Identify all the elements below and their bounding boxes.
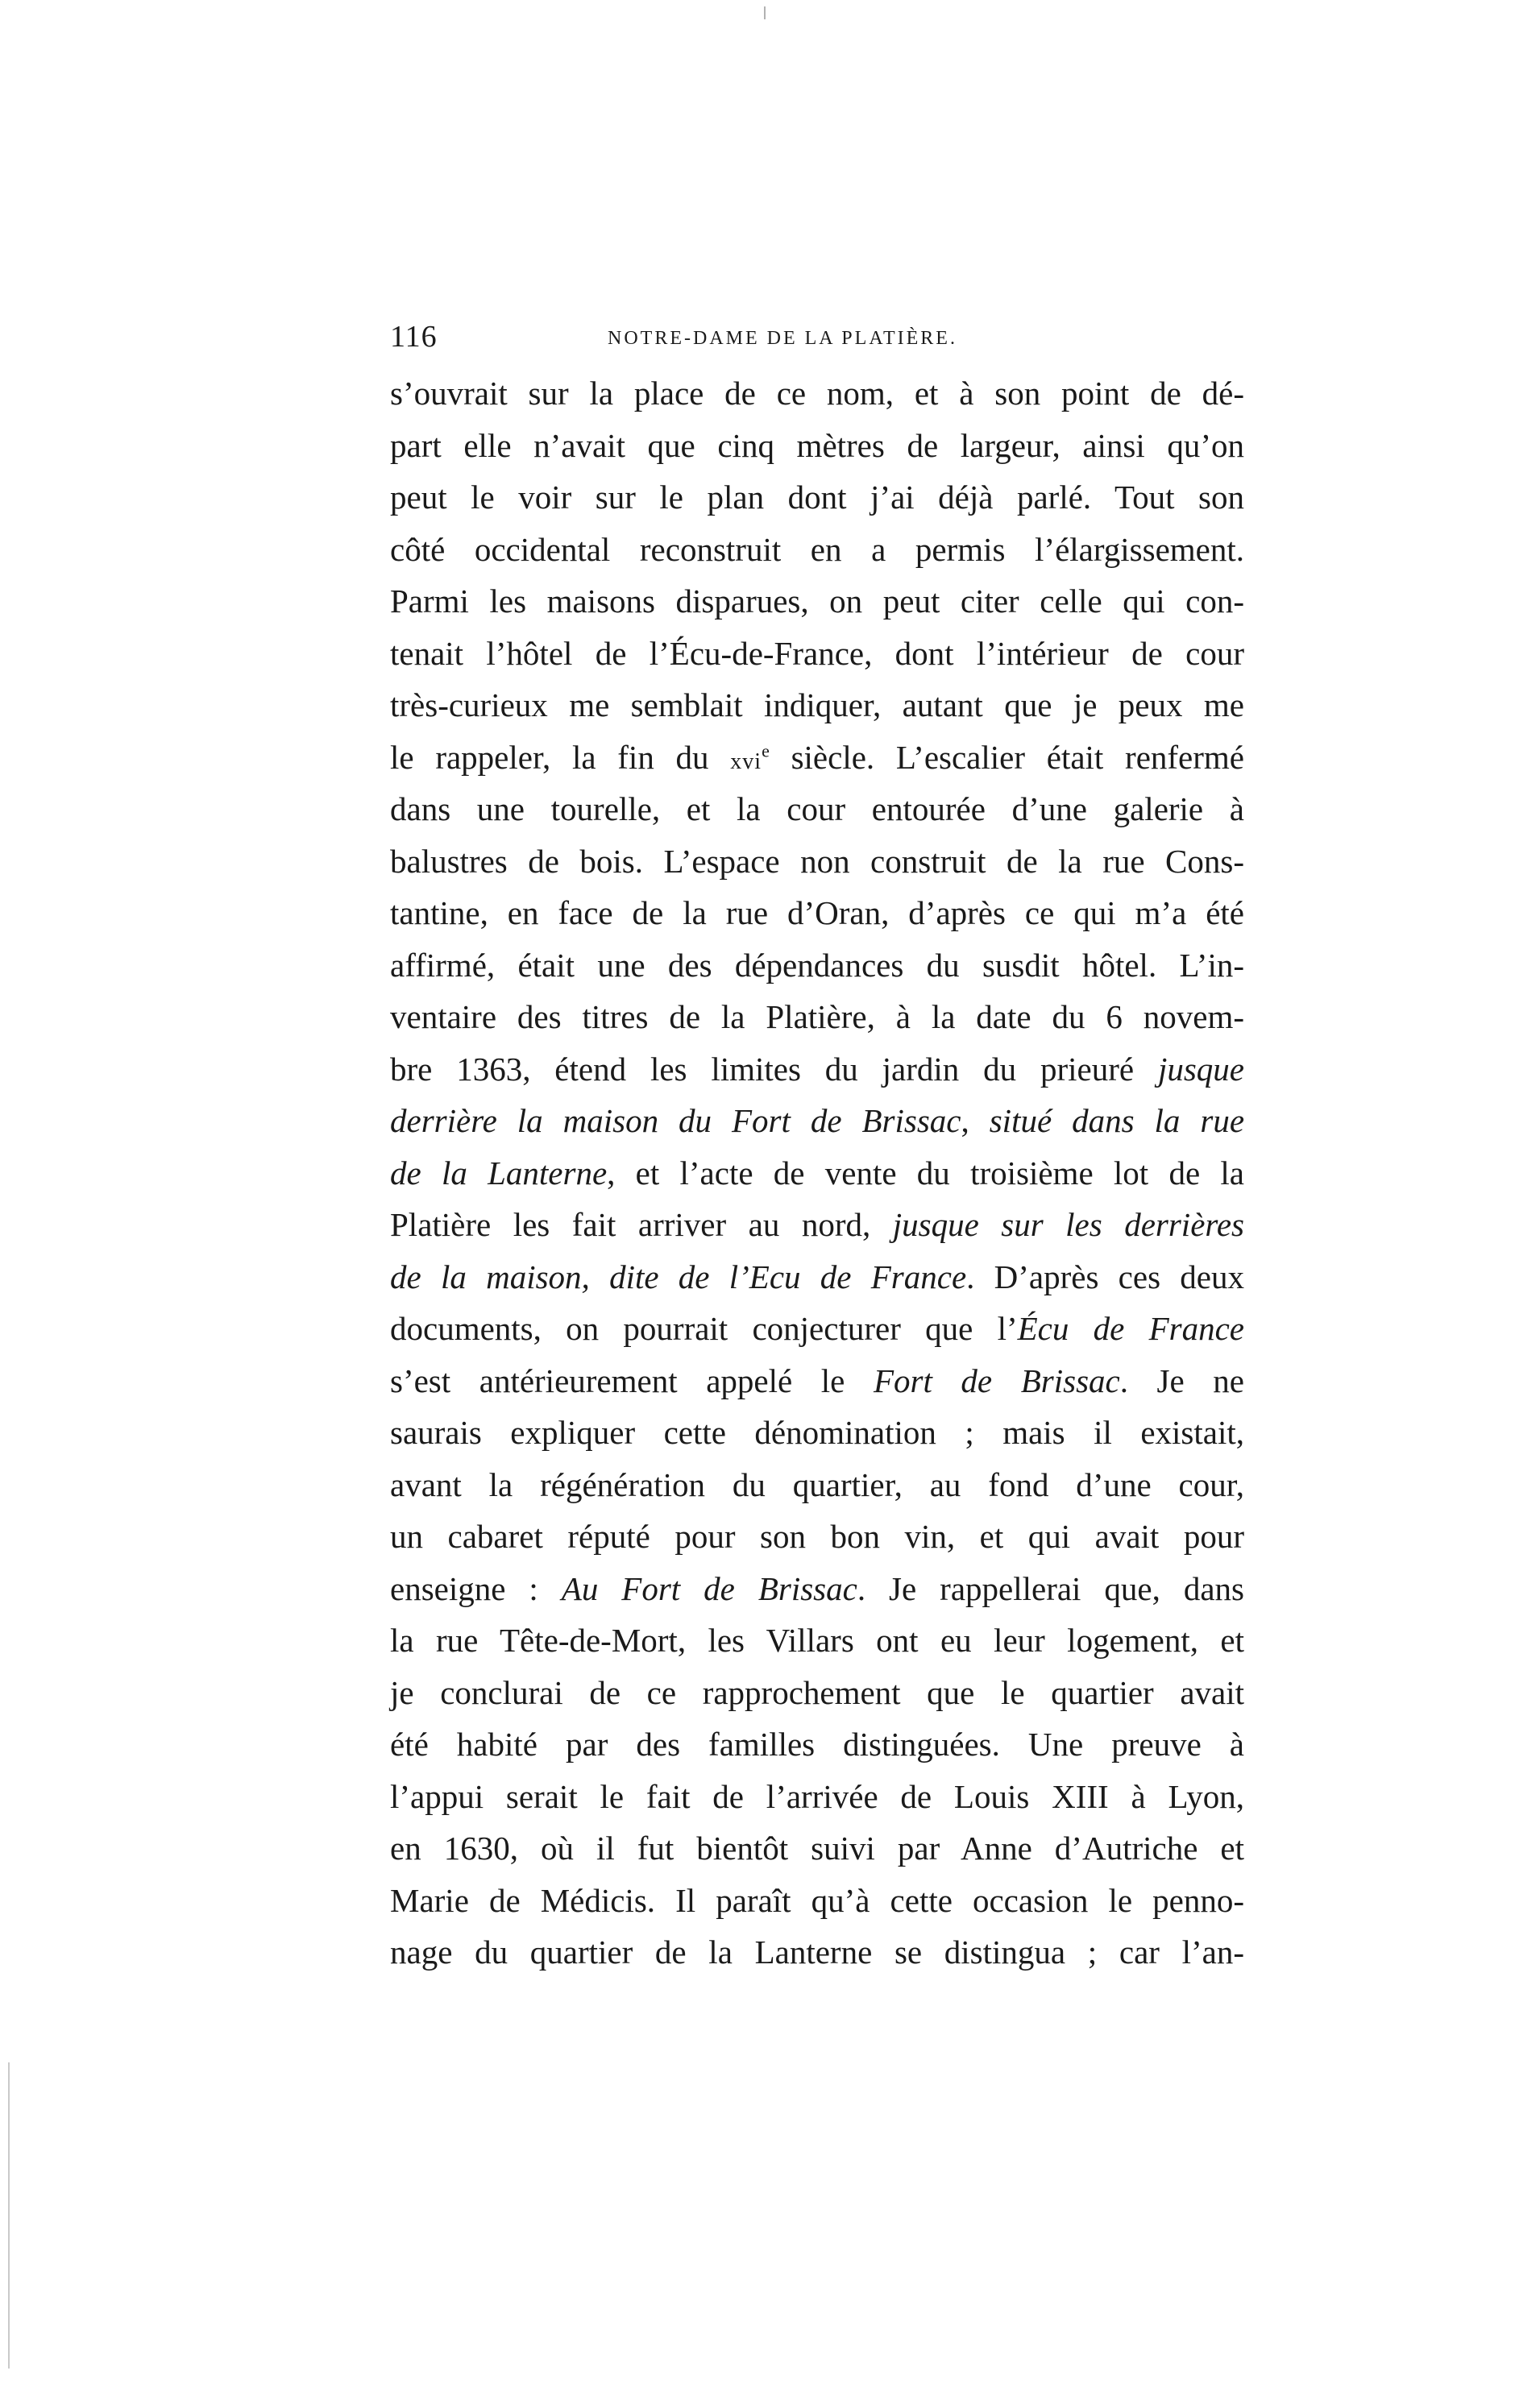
italic-run: de la maison, dite de l’Ecu de France [390, 1258, 967, 1295]
running-title: NOTRE-DAME DE LA PLATIÈRE. [608, 328, 957, 349]
italic-run: situé dans la rue [989, 1102, 1245, 1139]
running-head [390, 316, 1244, 358]
text-line: avant la régénération du quartier, au fond d’une cour, [390, 1465, 1244, 1503]
italic-run: Écu de France [1017, 1310, 1244, 1347]
text-line [390, 1147, 1244, 1200]
small-caps-century: xvi [730, 748, 762, 774]
text-run: . D’après ces deux [966, 1258, 1244, 1295]
body-text [390, 367, 1244, 1979]
text-line [390, 1199, 1244, 1251]
text-line: côté occidental reconstruit en a permis l’élargissement. [390, 530, 1244, 568]
text-run: enseigne : [390, 1569, 562, 1607]
text-line: tenait l’hôtel de l’Écu-de-France, dont l’intérieur de cour [390, 634, 1244, 672]
italic-run: derrière la maison du Fort de Brissac [390, 1102, 961, 1139]
text-run: Platière les fait arriver au nord, [390, 1206, 893, 1243]
text-line [390, 1043, 1244, 1096]
text-line: en 1630, où il fut bientôt suivi par Anne d’Autriche et [390, 1830, 1244, 1867]
text-line: peut le voir sur le plan dont j’ai déjà parlé. Tout son [390, 479, 1244, 516]
text-line [390, 1563, 1244, 1615]
text-line [390, 1303, 1244, 1355]
italic-run: Au Fort de Brissac [561, 1569, 857, 1607]
text-line: part elle n’avait que cinq mètres de largeur, ainsi qu’on [390, 426, 1244, 464]
text-line [390, 1251, 1244, 1303]
text-line: Parmi les maisons disparues, on peut citer celle qui con- [390, 582, 1244, 620]
italic-run: Fort de Brissac [873, 1361, 1120, 1399]
text-run: siècle. L’escalier était renfermé [769, 738, 1244, 776]
text-line: très-curieux me semblait indiquer, autant que je peux me [390, 686, 1244, 723]
italic-run: jusque sur les derrières [892, 1206, 1244, 1243]
text-line: tantine, en face de la rue d’Oran, d’après ce qui m’a été [390, 894, 1244, 931]
text-line: un cabaret réputé pour son bon vin, et qui avait pour [390, 1518, 1244, 1555]
text-line [390, 1355, 1244, 1407]
text-line: ventaire des titres de la Platière, à la date du 6 novem- [390, 998, 1244, 1035]
text-run: documents, on pourrait conjecturer que l’ [390, 1310, 1018, 1347]
text-line: l’appui serait le fait de l’arrivée de Louis XIII à Lyon, [390, 1777, 1244, 1815]
text-line: affirmé, était une des dépendances du susdit hôtel. L’in- [390, 946, 1244, 984]
text-line: été habité par des familles distinguées. Une preuve à [390, 1726, 1244, 1763]
italic-run: de la Lanterne [390, 1154, 608, 1192]
text-run: s’est antérieurement appelé le [390, 1361, 874, 1399]
text-run: . Je rappellerai que, dans [857, 1569, 1244, 1607]
text-line [390, 732, 1244, 784]
text-line [390, 1095, 1244, 1147]
text-line: dans une tourelle, et la cour entourée d’une galerie à [390, 790, 1244, 827]
scan-edge-line [8, 2062, 10, 2369]
text-run: le rappeler, la fin du [390, 738, 731, 776]
text-run: , et l’acte de vente du troisième lot de la [607, 1154, 1244, 1192]
text-line: balustres de bois. L’espace non construit de la rue Cons- [390, 842, 1244, 880]
scan-speck [764, 6, 766, 19]
superscript: e [762, 740, 770, 761]
text-line: la rue Tête-de-Mort, les Villars ont eu leur logement, et [390, 1622, 1244, 1659]
text-line: je conclurai de ce rapprochement que le quartier avait [390, 1673, 1244, 1711]
italic-run: jusque [1157, 1050, 1244, 1088]
text-run: , [961, 1102, 990, 1139]
text-line: Marie de Médicis. Il paraît qu’à cette occasion le penno- [390, 1881, 1244, 1919]
text-line: nage du quartier de la Lanterne se distingua ; car l’an- [390, 1933, 1244, 1971]
text-line: saurais expliquer cette dénomination ; mais il existait, [390, 1414, 1244, 1451]
text-line: s’ouvrait sur la place de ce nom, et à son point de dé- [390, 375, 1244, 412]
text-run: . Je ne [1119, 1361, 1244, 1399]
page-number: 116 [390, 320, 438, 354]
text-run: bre 1363, étend les limites du jardin du prieuré [390, 1050, 1158, 1088]
